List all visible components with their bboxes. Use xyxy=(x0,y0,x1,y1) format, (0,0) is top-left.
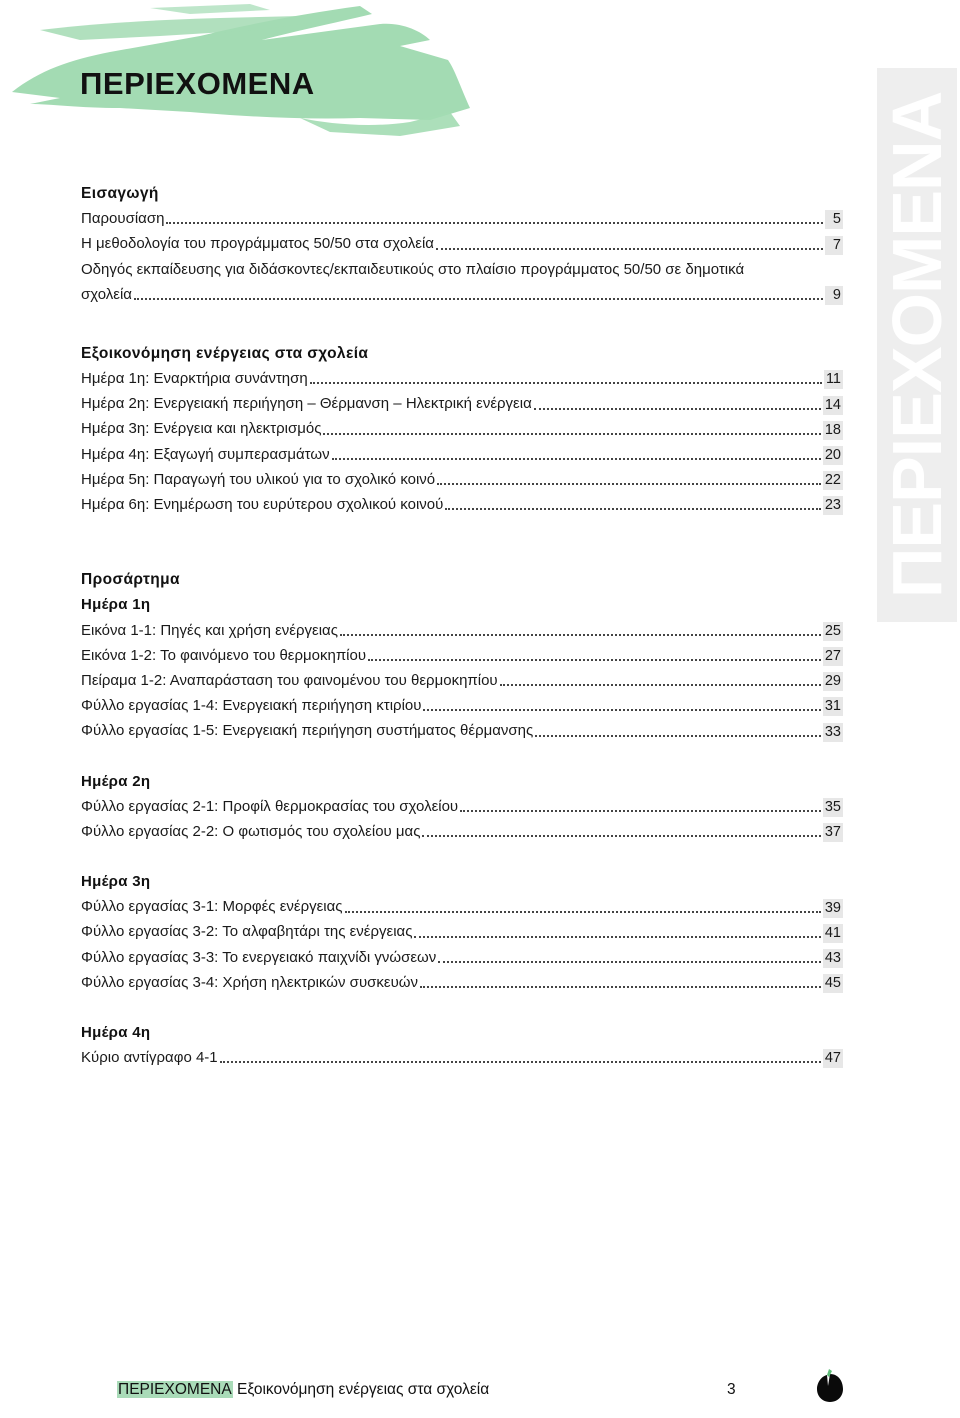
toc-entry-page: 25 xyxy=(824,622,841,639)
subsection-heading-day1: Ημέρα 1η xyxy=(81,596,151,614)
leader-dots xyxy=(220,1060,821,1063)
leader-dots xyxy=(423,708,820,711)
toc-entry-label: Φύλλο εργασίας 2-2: Ο φωτισμός του σχολείου μας xyxy=(81,822,421,840)
toc-section-energy xyxy=(81,341,843,517)
leader-dots xyxy=(445,507,821,510)
leader-dots xyxy=(340,633,821,636)
toc-entry-page: 33 xyxy=(824,723,841,740)
toc-section-appendix xyxy=(81,567,843,1070)
leader-dots xyxy=(134,297,823,300)
toc-entry[interactable] xyxy=(81,668,843,693)
section-heading: Εισαγωγή xyxy=(81,185,159,202)
toc-entry-page: 29 xyxy=(824,673,841,690)
toc-entry[interactable] xyxy=(81,391,843,416)
toc-entry[interactable] xyxy=(81,366,843,391)
toc-entry-page: 20 xyxy=(824,446,841,463)
toc-entry[interactable] xyxy=(81,693,843,718)
toc-entry-label: Φύλλο εργασίας 1-5: Ενεργειακή περιήγηση συστήματος θέρμανσης xyxy=(81,722,534,740)
subsection-heading-day3: Ημέρα 3η xyxy=(81,873,151,891)
subsection-heading-day4: Ημέρα 4η xyxy=(81,1024,151,1042)
toc-entry[interactable] xyxy=(81,417,843,442)
section-heading: Εξοικονόμηση ενέργειας στα σχολεία xyxy=(81,344,369,362)
toc-entry-label: Ημέρα 2η: Ενεργειακή περιήγηση – Θέρμανση – Ηλεκτρική ενέργεια xyxy=(81,395,532,413)
toc-entry-label: Ημέρα 3η: Ενέργεια και ηλεκτρισμός xyxy=(81,420,322,438)
toc-entry-wrapped-line2[interactable] xyxy=(81,282,843,307)
toc-entry-label: Φύλλο εργασίας 2-1: Προφίλ θερμοκρασίας του σχολείου xyxy=(81,797,459,815)
footer-brand: ΠΕΡΙΕΧΟΜΕΝΑ xyxy=(118,1381,232,1398)
toc-entry-label: Ημέρα 6η: Ενημέρωση του ευρύτερου σχολικού κοινού xyxy=(81,496,444,514)
leader-dots xyxy=(460,809,821,812)
toc-entry-page: 41 xyxy=(824,924,841,941)
toc-entry-label: σχολεία xyxy=(81,285,132,303)
toc-entry-label: Κύριο αντίγραφο 4-1 xyxy=(81,1049,218,1067)
toc-entry-label: Εικόνα 1-1: Πηγές και χρήση ενέργειας xyxy=(81,621,338,639)
toc-entry-label: Ημέρα 1η: Εναρκτήρια συνάντηση xyxy=(81,370,308,388)
leader-dots xyxy=(436,247,823,250)
section-heading: Προσάρτημα xyxy=(81,571,180,589)
toc-entry[interactable] xyxy=(81,794,843,819)
toc-entry[interactable] xyxy=(81,945,843,970)
leader-dots xyxy=(534,407,821,410)
toc-entry-page: 22 xyxy=(824,472,841,489)
toc-entry-page: 43 xyxy=(824,949,841,966)
toc-entry-label: Ημέρα 5η: Παραγωγή του υλικού για το σχολικό κοινό xyxy=(81,470,436,488)
leader-dots xyxy=(420,985,821,988)
toc-entry[interactable] xyxy=(81,467,843,492)
toc-entry-page: 18 xyxy=(824,421,841,438)
toc-entry[interactable] xyxy=(81,643,843,668)
toc-entry-page: 5 xyxy=(825,210,843,229)
toc-entry[interactable] xyxy=(81,206,843,231)
toc-entry-label: Φύλλο εργασίας 3-2: Το αλφαβητάρι της ενέργειας xyxy=(81,923,413,941)
leader-dots xyxy=(422,834,820,837)
leader-dots xyxy=(323,432,820,435)
page-title: ΠΕΡΙΕΧΟΜΕΝΑ xyxy=(80,66,315,101)
toc-entry-page: 31 xyxy=(824,698,841,715)
toc-entry-label: Η μεθοδολογία του προγράμματος 50/50 στα σχολεία xyxy=(81,235,434,253)
toc-entry-page: 11 xyxy=(825,371,841,388)
leader-dots xyxy=(500,683,821,686)
toc-entry[interactable] xyxy=(81,819,843,844)
toc-entry-label: Οδηγός εκπαίδευσης για διδάσκοντες/εκπαιδευτικούς στο πλαίσιο προγράμματος 50/50 σε δημοτικά xyxy=(81,260,745,278)
toc-entry[interactable] xyxy=(81,718,843,743)
toc-entry-page: 39 xyxy=(824,899,841,916)
leader-dots xyxy=(438,960,821,963)
toc-entry-label: Παρουσίαση xyxy=(81,210,165,228)
side-title-band xyxy=(877,68,957,622)
toc-entry-label: Φύλλο εργασίας 3-1: Μορφές ενέργειας xyxy=(81,898,343,916)
toc-entry-page: 23 xyxy=(824,497,841,514)
leader-dots xyxy=(332,457,821,460)
subsection-heading-day2: Ημέρα 2η xyxy=(81,772,151,790)
toc-entry-label: Φύλλο εργασίας 1-4: Ενεργειακή περιήγηση κτιρίου xyxy=(81,697,422,715)
footer-subtitle: Εξοικονόμηση ενέργειας στα σχολεία xyxy=(232,1381,490,1398)
toc-entry[interactable] xyxy=(81,970,843,995)
toc-entry-page: 9 xyxy=(825,286,843,305)
toc-entry-label: Φύλλο εργασίας 3-4: Χρήση ηλεκτρικών συσκευών xyxy=(81,973,419,991)
table-of-contents xyxy=(81,181,843,1098)
page-footer xyxy=(117,1379,847,1401)
leader-dots xyxy=(414,935,820,938)
toc-entry[interactable] xyxy=(81,920,843,945)
toc-section-intro xyxy=(81,181,843,307)
footer-page-number: 3 xyxy=(727,1381,736,1398)
toc-entry[interactable] xyxy=(81,894,843,919)
toc-entry-label: Φύλλο εργασίας 3-3: Το ενεργειακό παιχνίδι γνώσεων xyxy=(81,948,437,966)
toc-entry-page: 7 xyxy=(825,236,843,255)
leader-dots xyxy=(368,658,821,661)
toc-entry-page: 27 xyxy=(824,648,841,664)
leader-dots xyxy=(535,734,821,737)
toc-entry[interactable] xyxy=(81,442,843,467)
toc-entry[interactable] xyxy=(81,492,843,517)
toc-entry[interactable] xyxy=(81,231,843,256)
toc-entry-label: Ημέρα 4η: Εξαγωγή συμπερασμάτων xyxy=(81,445,330,463)
toc-entry-page: 45 xyxy=(824,975,841,992)
leader-dots xyxy=(345,910,821,913)
toc-entry[interactable] xyxy=(81,1045,843,1070)
toc-entry-page: 47 xyxy=(824,1050,841,1067)
toc-entry-page: 37 xyxy=(824,824,841,841)
leader-dots xyxy=(437,482,821,485)
side-title-text: ΠΕΡΙΕΧΟΜΕΝΑ xyxy=(878,91,956,599)
toc-entry-label: Εικόνα 1-2: Το φαινόμενο του θερμοκηπίου xyxy=(81,646,367,664)
toc-entry-page: 14 xyxy=(824,396,841,413)
leader-dots xyxy=(166,221,823,224)
leaf-logo-icon xyxy=(815,1368,845,1404)
toc-entry[interactable] xyxy=(81,618,843,643)
leader-dots xyxy=(310,381,822,384)
toc-entry-label: Πείραμα 1-2: Αναπαράσταση του φαινομένου του θερμοκηπίου xyxy=(81,671,498,689)
toc-entry-page: 35 xyxy=(824,798,841,815)
toc-entry-wrapped-line1[interactable] xyxy=(81,257,843,282)
